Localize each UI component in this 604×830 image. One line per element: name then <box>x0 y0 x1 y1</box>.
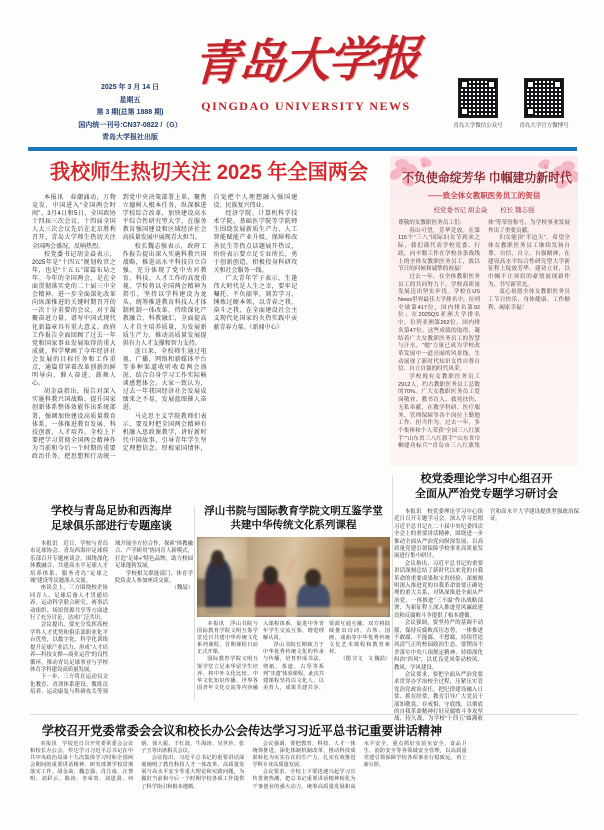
headline-line: 共建中华传统文化系列课程 <box>230 519 357 531</box>
paragraph: 学校相关职能部门、体育学院负责人参加座谈交流。 <box>115 570 193 585</box>
weibo-qr-code-icon <box>524 78 564 118</box>
paragraph: 校长魏志强表示，政府工作报告提出深入实施科教兴国战略，推进高水平科技自立自强，充分体现了党中央对教育、科技、人才工作的高度重视。学校将以全国两会精神为指引，坚持以学科建设为龙头，统筹推进教育科技人才体制机制一体改革，持续深化产教融合、科教融汇，全面提高人才自主培养质量，为发展新质生产力、推动高质量发展提供有力人才支撑和智力支持。 <box>122 243 207 347</box>
paragraph: 经济学院、计算机科学技术学院、基础医学院等学院师生围绕发展新质生产力、人工智能赋能产业升级、保障和改善民生等热点话题展开热议，纷纷表示要立足专业所长，勇于创新创造，积极投身科研攻关和社会服务一线。 <box>213 211 298 274</box>
paragraph: 座谈会上，三方围绕校企协同育人、足球后备人才贯通培养、运动科学联合研究、赛事活动组织、场馆资源共享等方面进行了充分讨论，达成广泛共识。 <box>30 585 108 622</box>
paragraph: 会议要求，要把全面从严治党要求贯穿办学治校全过程，压紧压实管党治党政治责任，把纪律建设融入日常、抓在经常，教育引导广大党员干部知敬畏、存戒惧、守底线，以彻底的自我革命精神打好反腐败斗争攻坚战、持久战，为学校“十四五”圆满收官和高水平大学建设提供坚强政治保证。 <box>394 509 579 723</box>
newspaper-title-calligraphy: 青岛大学报 <box>192 31 420 92</box>
paragraph: 会议提出，要充分发挥高校学科人才优势和俱乐部职业化平台优势，以数字化、科学化训练提升足球产业活力，形成“人才培养—科技支撑—商业运营”的良性循环，推动青岛足球事业与学校体育学科建设高质量发展。 <box>30 622 108 673</box>
article-body <box>30 541 193 699</box>
paragraph: 广大青年学子表示，生逢伟大时代是人生之幸，要牢记嘱托、不负韶华，刻苦学习、锤炼过硬本领，以青春之我、奋斗之我，在全面建设社会主义现代化国家的火热实践中贡献青春力量。（新闻中心） <box>213 275 298 331</box>
paragraph: 会议强调，要把教育、科技、人才一体统筹推进，深化体制机制改革，推动科技成果转化为实实在在的生产力，扎实有效推进学科专业高质量发展。 <box>252 741 356 769</box>
letter-body <box>398 220 570 452</box>
paragraph: 胡金焱指出，报告对深入实施科教兴国战略、提升国家创新体系整体效能作出系统部署，强调加快建设高质量教育体系，一体推进教育发展、科技创新、人才培养。全校上下要把学习贯彻全国两会精神作为当前和今后一个时期的重要政治任务，把思想和行动统一到党中央决策部署上来，聚焦立德树人根本任务，纵深推进学校综合改革，加快建设高水平综合性研究型大学，在服务教育强国建设和区域经济社会高质量发展中展现青大担当。 <box>32 195 207 460</box>
letter-subtitle: ——致全体女教职医务员工的贺信 <box>427 191 541 200</box>
byline: （图 宣文 文 魏喆） <box>340 656 390 663</box>
paragraph: 本报讯 近日，学校与青岛市足球协会、青岛西海岸足球俱乐部召开专题座谈会，围绕深化体教融合、共建高水平足球人才培养体系、服务青岛“足球之城”建设等议题深入交流。 <box>30 541 108 585</box>
headline-line: 全面从严治党专题学习研讨会 <box>415 488 558 500</box>
greeting-letter-box <box>390 156 578 466</box>
qr-item-weibo <box>518 78 570 129</box>
masthead <box>178 24 434 114</box>
paragraph: 过去一年，在全体教职医务员工的共同努力下，学校高质量发展迈出坚实步伐。学校在US News世界最佳大学排名中，位列全球第417位，国内排名第92位；在2025QS亚洲大学排名中，位列亚洲第262位，国内排名第47位。这些成绩的取得，凝结着广大女教职医务员工的智慧与汗水，“她”力量已成为学校改革发展中一道亮丽的风景线，生动展现了新时代知识女性自尊自信、自立自强的时代风采。 <box>398 273 480 373</box>
paragraph: 浮山书院长期致力于中华优秀传统文化的传承与传播，培育形成书法、剪纸、茶道、古琴等系列“非遗”体验课程。此次共建课程坚持以文化人、以美育人，成果共建共享、资源互通互融，双方将陆续推出诗词、古筝、国画、戏曲等中华优秀传统文化艺术课程和教育素材。 <box>263 621 390 691</box>
issue-number: 第 3 期(总第 1888 期) <box>96 109 164 116</box>
fushan-culture-article <box>197 504 390 697</box>
paragraph: 会议指出，习近平总书记的重要讲话深刻阐明了教育科技人才一体改革、高质量发展与高水平安全等重大理论和实践问题，为做好当前和今后一个时期学校各项工作提供了科学指引和根本遵循。 <box>141 755 245 790</box>
paragraph: 妇女能顶“半边天”。希望全体女教职医务员工继续发扬自尊、自信、自立、自强精神，在建设高水平综合性研究型大学新征程上绽放芳华、建功立业，以巾帼不让须眉的豪情展现新作为、书写新荣光。 <box>488 235 570 288</box>
article-body <box>394 509 579 725</box>
byline: （魏喆） <box>171 585 193 592</box>
qr-label: 青岛大学微信公众号 <box>453 123 503 129</box>
qr-label: 青岛大学官方微博号 <box>519 123 569 129</box>
column-rule <box>194 506 195 700</box>
article-headline <box>30 504 193 534</box>
paragraph: 国际教育学院文明互鉴学堂立足来华留学生培养，将中外文化比较、中华文化知识传播、世界各国青年文化交流等内容融入课程体系，促进中外青年学生交流互鉴、增进理解认同。 <box>197 621 324 691</box>
newspaper-title-english: QINGDAO UNIVERSITY NEWS <box>201 99 411 113</box>
paragraph: 春山可望，芳华竞放。在第115个“三八”国际妇女节到来之际，我们谨代表学校党委、行政，向辛勤工作在学校各条战线上的全体女教职医务员工，致以节日的问候和诚挚的祝福！ <box>398 227 480 273</box>
article-headline <box>394 472 579 502</box>
paragraph: 马克思主义学院教师们表示，要及时把全国两会精神有机融入思政课教学，讲好新时代中国故事，引导青年学生坚定理想信念、厚植家国情怀，自觉把个人理想融入强国建设、民族复兴伟业。 <box>122 195 298 452</box>
column-rule <box>392 476 393 708</box>
issue-publisher: 青岛大学报社出版 <box>102 134 158 141</box>
main-article-body <box>32 194 388 466</box>
paragraph: 本报讯 浮山书院与国际教育学院文明互鉴学堂近日共建中华传统文化系列课程，首期课程日前正式开课。 <box>197 621 258 656</box>
article-headline <box>197 504 390 532</box>
article-body <box>197 621 390 697</box>
issue-publication-number: 国内统一刊号:CN37-0822 /（G） <box>78 121 182 129</box>
main-article-headline: 我校师生热切关注 2025 年全国两会 <box>49 161 369 184</box>
letter-signature: 校党委书记 胡金焱 校长 魏志强 <box>433 207 535 214</box>
letter-salutation: 尊敬的女教职医务员工们： <box>398 220 466 226</box>
headline-line: 足球俱乐部进行专题座谈 <box>51 520 172 532</box>
paragraph: 会议强调，要坚持严的基调不动摇，保持反腐败高压态势，一体推进不敢腐、不能腐、不想腐，持续营造风清气正的校园政治生态。要锲而不舍落实中央八项规定精神，持续深化纠治“四风”，以优良党风带动校风、教风、学风建设。 <box>394 620 483 671</box>
paragraph: 学校现有女教职医务员工2912人，约占教职医务员工总数的70%。广大女教职医务员工爱岗敬业、教书育人、救死扶伤、无私奉献，在教学科研、医疗服务、管理保障等各个岗位上勤勉工作、担当作为。过去一年，多个集体和个人荣获“全国三八红旗手”“山东省三八红旗手”“山东省巾帼建功标兵”“青岛市三八红旗集体”等荣誉称号，为学校事业发展作出了重要贡献。 <box>398 220 570 450</box>
paragraph: 校党委书记胡金焱表示，2025年是“十四五”规划收官之年，也是“十五五”谋篇布局之年。今年的全国两会，是在全面贯彻落实党的二十届三中全会精神、进一步全面深化改革向纵深推进的关键时期召开的一次十分重要的会议，对于凝聚奋进力量、谱写中国式现代化新篇章具有重大意义。政府工作报告全面回顾了过去一年党和国家事业发展取得的重大成就，科学擘画了今年经济社会发展的目标任务和工作重点，通篇贯穿着改革创新的鲜明导向，催人奋进、鼓舞人心。 <box>32 251 116 388</box>
wechat-qr-code-icon <box>458 78 498 118</box>
party-committee-meeting-body <box>30 741 578 795</box>
greeting-letter-content <box>390 156 578 466</box>
paragraph: 本报讯 春潮涌动，万物竞发，中国进入“全国两会时间”。3月4日和5日，全国政协十四届三次会议、十四届全国人大三次会议先后在北京胜利召开，青岛大学师生热切关注全国两会盛况，反响热烈。 <box>32 195 116 250</box>
paragraph: 会议要求，全校上下要迅速兴起学习宣传贯彻热潮，把总书记重要讲话精神转化为干事创业的强大动力，统筹高质量发展和高水平安全，重点抓好实验室安全、食品卫生、消防安全等各领域安全管理，以高质量党建引领保障学校各项事业行稳致远、再上新台阶。 <box>252 741 467 790</box>
paragraph: 本报讯 校党委理论学习中心组近日召开专题学习会，深入学习贯彻习近平总书记在二十届中央纪委四次全会上的重要讲话精神，围绕进一步推动全面从严治党向纵深发展、以高质量党建引领保障学校事业高质量发展进行集中研讨。 <box>394 509 483 560</box>
headline-line: 学校与青岛足协和西海岸 <box>51 505 172 517</box>
masthead-divider-bar <box>28 147 577 151</box>
paragraph: 本报讯 学校近日召开党委常委会会议和校长办公会，传达学习习近平总书记在中共中央政治局第十九次集体学习时和全国两会期间的重要讲话精神，研究部署学校贯彻落实工作。胡金焱、魏志强、肖江南、汪黎明、刘彩云、陈涛、李荣贵、刘恩贤、何炳、徐大振、于红波、牛海涛、吴世珍、张子玉等出席相关会议。 <box>30 741 245 783</box>
party-theory-study-article <box>394 472 579 725</box>
paragraph: 下一步，三方将在运动员文化教育、青训体系建设、教练员培养、运动康复与科研攻关等领域开展全方位合作，探索“体教融合、产学研用”协同育人新模式，打造“足球+”特色品牌，助力校园足球蓬勃发展。 <box>30 541 193 696</box>
classroom-photo <box>197 537 390 617</box>
football-cooperation-article <box>30 504 193 699</box>
qr-item-wechat <box>452 78 504 129</box>
qr-code-area <box>452 78 570 129</box>
letter-title: 不负使命绽芳华 巾帼建功新时代 <box>402 171 572 185</box>
issue-date: 2025 年 3 月 14 日 <box>101 84 159 91</box>
party-committee-meeting-headline: 学校召开党委常委会会议和校长办公会传达学习习近平总书记重要讲话精神 <box>41 724 443 738</box>
paragraph: 连日来，全校师生通过电视、广播、网络和新媒体平台等多种渠道收听收看两会盛况，结合自身学习工作实际畅谈感想体会。大家一致认为，过去一年我国经济社会发展成绩来之不易，发展蓝图催人奋进。 <box>122 348 207 412</box>
paragraph: 会议指出，习近平总书记的重要讲话深刻总结了新时代以来党的自我革命的重要成果和宝贵经验，深刻阐明深入推进党的自我革命需要正确处理的重大关系，对纵深推进全面从严治党、一体推进“三不腐”作出战略部署，为新征程上深入推进党风廉政建设和反腐败斗争提供了根本遵循。 <box>394 560 483 619</box>
paragraph: 衷心祝愿全体女教职医务员工节日快乐、身体健康、工作顺利、阖家幸福！ <box>488 289 570 311</box>
headline-line: 浮山书院与国际教育学院文明互鉴学堂 <box>204 505 383 517</box>
headline-line: 校党委理论学习中心组召开 <box>420 473 553 485</box>
issue-weekday: 星期五 <box>119 96 141 104</box>
